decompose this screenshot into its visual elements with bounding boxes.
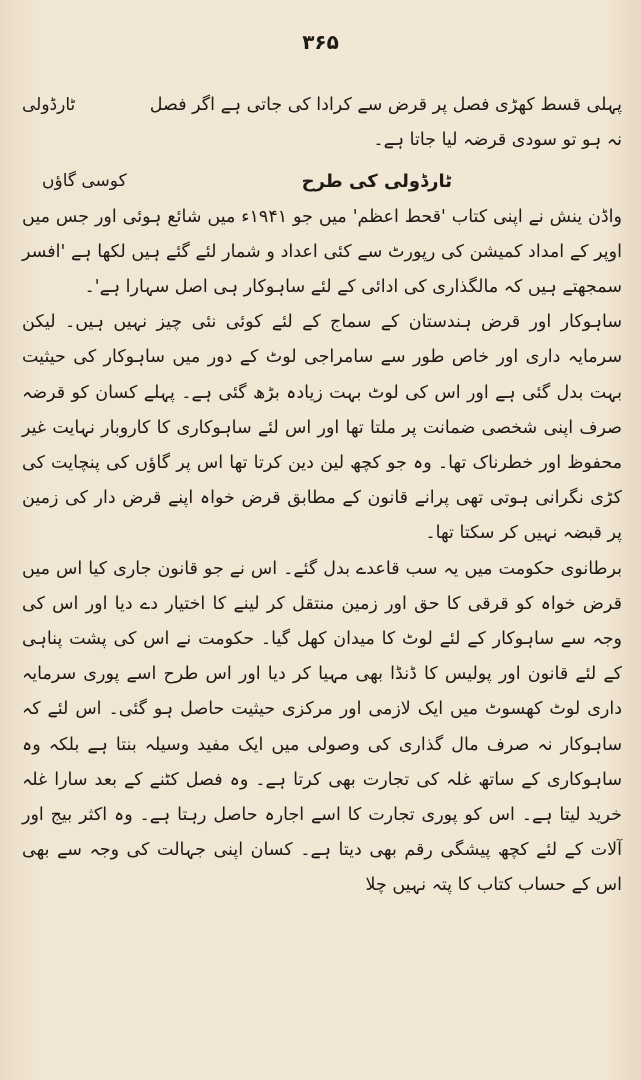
margin-note-tardoli: ٹارڈولی <box>22 95 76 115</box>
paragraph: ساہوکار اور قرض ہندستان کے سماج کے لئے کوئی نئی چیز نہیں ہیں۔ لیکن سرمایہ داری اور خاص طور سے سامراجی لوٹ کے دور میں ساہوکار کی حیثیت بہت بدل گئی ہے اور اس کی لوٹ بہت زیادہ بڑھ گئی ہے۔ پہلے کسان کو قرضہ صرف اپنی شخصی ضمانت پر ملتا تھا اور اس لئے ساہوکاری کا کاروبار نہایت غیر محفوظ اور خطرناک تھا۔ وہ جو کچھ لین دین کرتا تھا اس پر گاؤں کی پنچایت کی کڑی نگرانی ہوتی تھی پرانے قانون کے مطابق قرض خواہ اپنے قرض دار کی زمین پر قبضہ نہیں کر سکتا تھا۔ <box>22 312 622 544</box>
paragraph: برطانوی حکومت میں یہ سب قاعدے بدل گئے۔ اس نے جو قانون جاری کیا اس میں قرض خواہ کو قرقی کا حق اور زمین منتقل کر لینے کا اختیار دے دیا اور اس کی وجہ سے ساہوکار کے لئے لوٹ کا میدان کھل گیا۔ حکومت نے اس کی پشت پناہی کے لئے قانون اور پولیس کا ڈنڈا بھی مہیا کر دیا اور اس طرح اسے پوری سرمایہ داری لوٹ کھسوٹ میں ایک لازمی اور مرکزی حیثیت حاصل ہو گئی۔ اس لئے کہ ساہوکار نہ صرف مال گذاری کی وصولی میں ایک مفید وسیلہ بنتا ہے بلکہ وہ ساہوکاری کے ساتھ غلہ کی تجارت بھی کرتا ہے۔ وہ فصل کٹنے کے بعد سارا غلہ خرید لیتا ہے۔ اس کو پوری تجارت کا اسے اجارہ حاصل رہتا ہے۔ وہ اکثر بیج اور آلات کے لئے کچھ پیشگی رقم بھی دیتا ہے۔ کسان اپنی جہالت کی وجہ سے بھی اس کے حساب کتاب کا پتہ نہیں چلا <box>22 558 622 896</box>
subheading-row <box>22 164 622 199</box>
page-number: ۳۶۵ <box>302 30 339 54</box>
intro-line: نہ ہو تو سودی قرضہ لیا جاتا ہے۔ <box>373 130 622 151</box>
section-subheading: ٹارڈولی کی طرح <box>301 171 452 193</box>
paragraph: واڈن ینش نے اپنی کتاب 'قحط اعظم' میں جو ۱۹۴۱ء میں شائع ہوئی اور جس میں اوپر کے امداد کمیشن کی رپورٹ سے کئی اعداد و شمار لئے گئے ہیں لکھا ہے 'افسر سمجھتے ہیں کہ مالگذاری کی ادائی کے لئے ساہوکار ہی اصل سہارا ہے'۔ <box>22 206 622 298</box>
margin-note-kosi-village: کوسی گاؤں <box>42 171 127 192</box>
intro-block <box>22 88 622 158</box>
page-body <box>22 88 622 904</box>
intro-line: پہلی قسط کھڑی فصل پر قرض سے کرادا کی جاتی ہے اگر فصل <box>149 95 622 115</box>
